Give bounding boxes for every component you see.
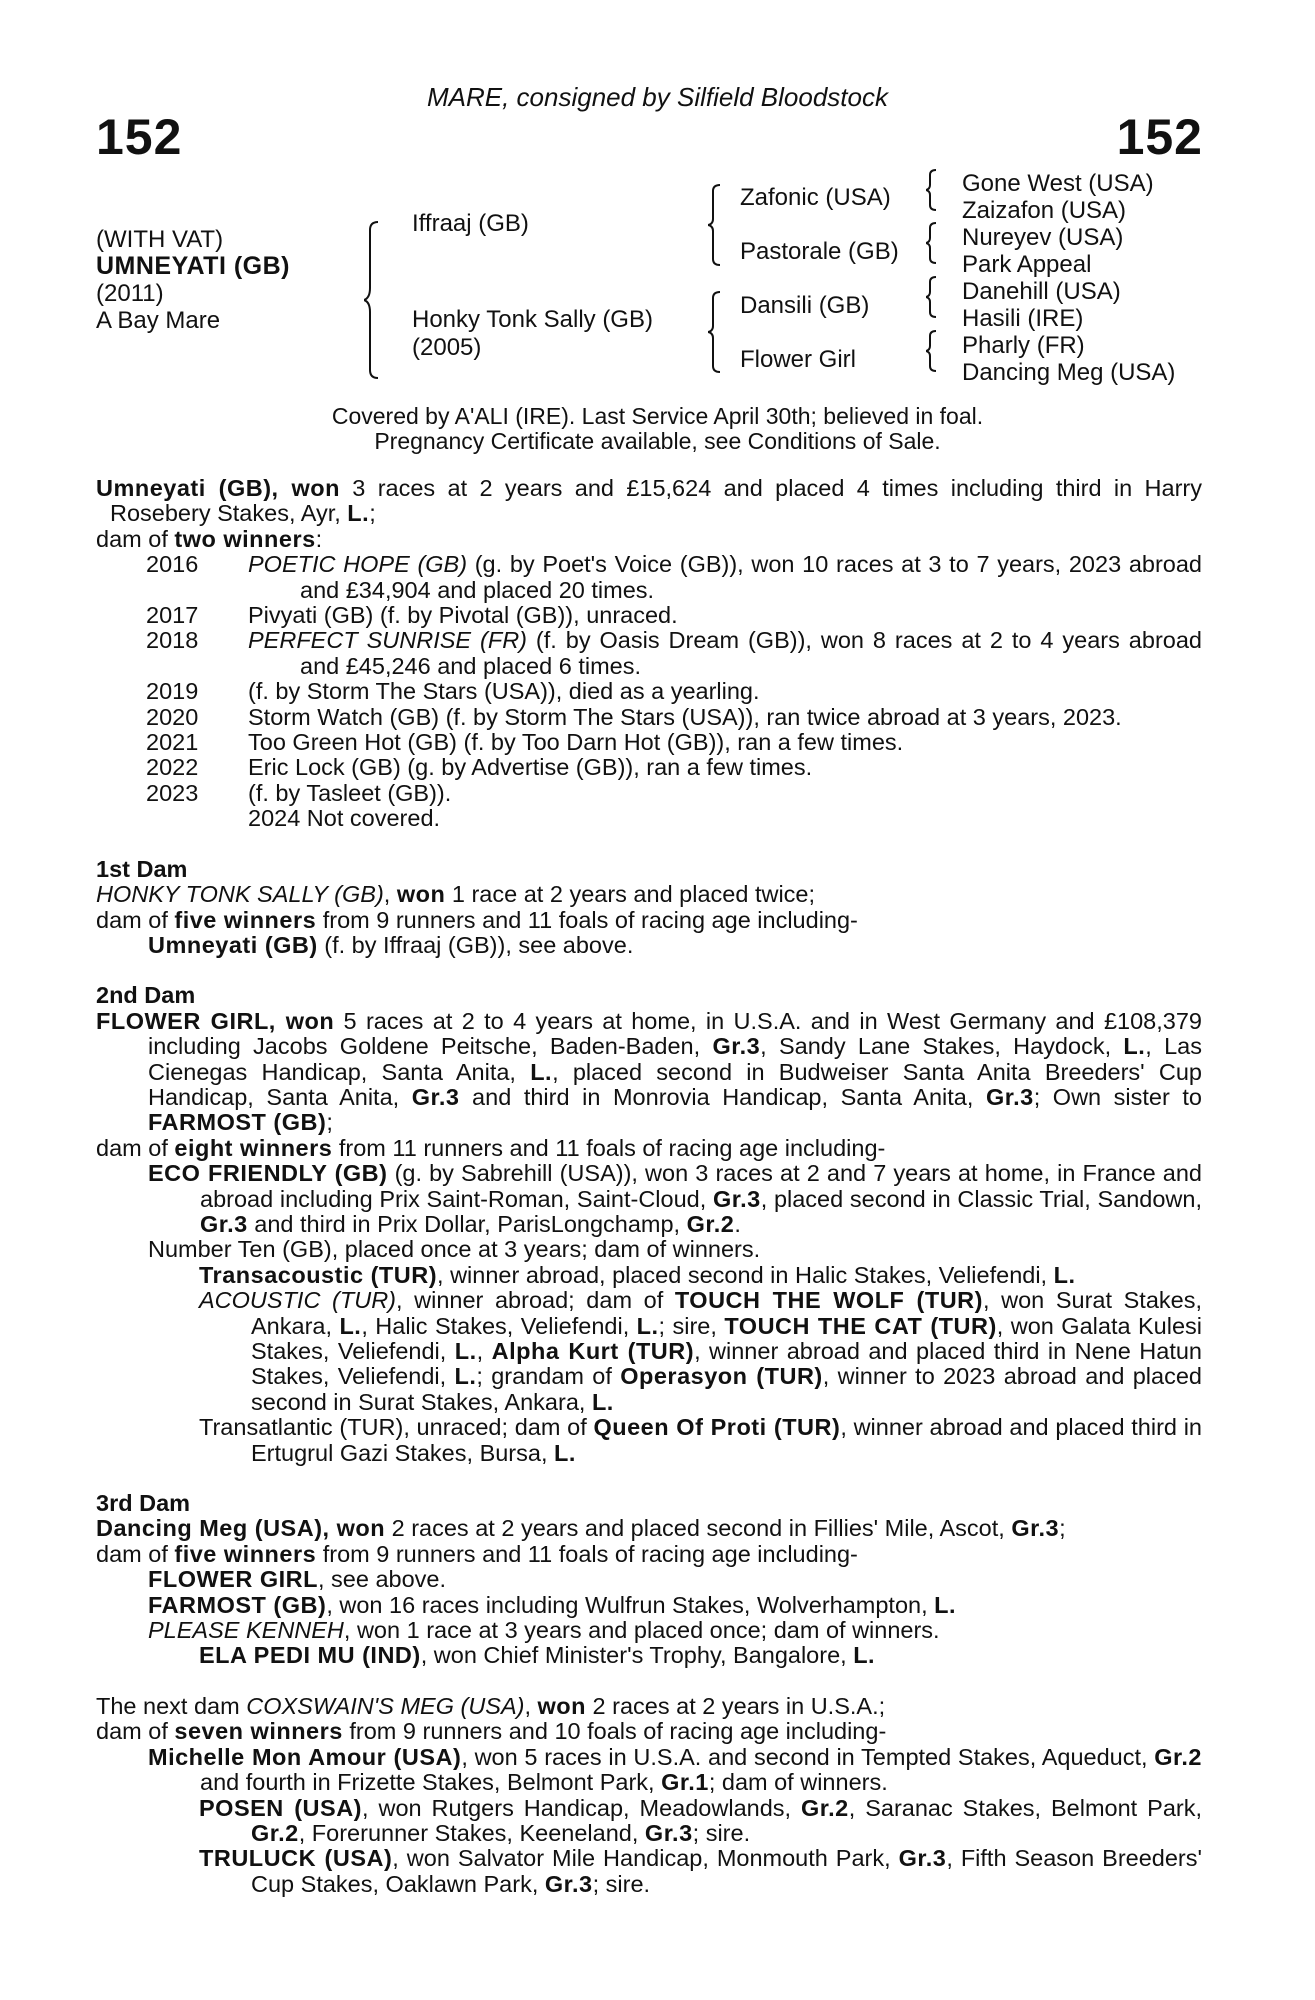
pedigree-brace-4d [926, 330, 944, 372]
pedigree-gen4-4: Park Appeal [962, 251, 1092, 278]
next-dam-produce: dam of seven winners from 9 runners and 10 foals of racing age including- [96, 1718, 887, 1745]
horse-year: (2011) [96, 280, 164, 307]
intro-horse-name: Umneyati (GB) [96, 475, 272, 501]
pedigree-gen4-5: Danehill (USA) [962, 278, 1121, 305]
pedigree-brace-4a [926, 169, 944, 211]
flower-girl-entry: FLOWER GIRL, see above. [148, 1566, 447, 1593]
posen-entry: POSEN (USA), won Rutgers Handicap, Meadowlands, Gr.2, Saranac Stakes, Belmont Park, Gr.2, Forerunner Stakes, Keeneland, Gr.3; sire. [199, 1794, 1202, 1846]
third-dam-heading: 3rd Dam [96, 1490, 191, 1517]
produce-row: 2021 Too Green Hot (GB) (f. by Too Darn Hot (GB)), ran a few times. [146, 729, 904, 756]
horse-description: A Bay Mare [96, 307, 221, 334]
pedigree-sire-dam: Pastorale (GB) [740, 238, 899, 265]
sale-subtitle: MARE, consigned by Silfield Bloodstock [426, 82, 888, 112]
first-dam-heading: 1st Dam [96, 855, 188, 882]
second-dam-produce: dam of eight winners from 11 runners and 11 foals of racing age including- [96, 1134, 886, 1161]
third-dam-record: Dancing Meg (USA), won 2 races at 2 years and placed second in Fillies' Mile, Ascot, Gr.3; [96, 1515, 1066, 1542]
acoustic-entry: ACOUSTIC (TUR), winner abroad; dam of TOUCH THE WOLF (TUR), won Surat Stakes, Ankara, L., Halic Stakes, Veliefendi, L.; sire, TOUCH THE CAT (TUR), won Galata Kulesi Stakes, Veliefendi, L., Alpha Kurt (TUR), winner abroad and placed third in Nene Hatun Stakes, Veliefendi, L.; grandam of Operasyon (TUR), winner to 2023 abroad and placed second in Surat Stakes, Ankara, L. [199, 1287, 1203, 1415]
first-dam-produce: dam of five winners from 9 runners and 11 foals of racing age including- [96, 906, 858, 933]
pedigree-brace-4c [926, 276, 944, 318]
pedigree-sire: Iffraaj (GB) [412, 210, 529, 237]
pedigree-brace-sire [708, 183, 730, 267]
eco-friendly-entry: ECO FRIENDLY (GB) (g. by Sabrehill (USA)), won 3 races at 2 and 7 years at home, in France and abroad including Prix Saint-Roman, Saint-Cloud, Gr.3, placed second in Classic Trial, Sandown, Gr.3 and third in Prix Dollar, ParisLongchamp, Gr.2. [148, 1160, 1203, 1237]
covered-line: Covered by A'ALI (IRE). Last Service April 30th; believed in foal. [331, 403, 984, 429]
pedigree-brace-4b [926, 222, 944, 264]
produce-row: 2023 (f. by Tasleet (GB)). [146, 779, 452, 806]
lot-number-right: 152 [1116, 109, 1203, 165]
pedigree-gen4-3: Nureyev (USA) [962, 224, 1124, 251]
pedigree-dam: Honky Tonk Sally (GB) [412, 306, 653, 333]
produce-row: 2020 Storm Watch (GB) (f. by Storm The Stars (USA)), ran twice abroad at 3 years, 2023. [146, 703, 1122, 730]
pedigree-dam-dam: Flower Girl [740, 346, 857, 373]
produce-row: 2018 PERFECT SUNRISE (FR) (f. by Oasis Dream (GB)), won 8 races at 2 to 4 years abroad and £45,246 and placed 6 times. [146, 627, 1202, 679]
pedigree-brace-dam [708, 290, 730, 374]
not-covered-note: 2024 Not covered. [248, 805, 441, 832]
number-ten-entry: Number Ten (GB), placed once at 3 years; dam of winners. [148, 1236, 761, 1263]
lot-number-left: 152 [96, 109, 183, 165]
produce-row: 2022 Eric Lock (GB) (g. by Advertise (GB)), ran a few times. [146, 754, 813, 781]
farmost-entry: FARMOST (GB), won 16 races including Wulfrun Stakes, Wolverhampton, L. [148, 1591, 957, 1618]
michelle-mon-amour-entry: Michelle Mon Amour (USA), won 5 races in U.S.A. and second in Tempted Stakes, Aqueduct, Gr.2 and fourth in Frizette Stakes, Belmont Park, Gr.1; dam of winners. [148, 1743, 1202, 1796]
catalogue-body [96, 476, 1202, 1897]
produce-row: 2019 (f. by Storm The Stars (USA)), died as a yearling. [146, 678, 760, 705]
certificate-line: Pregnancy Certificate available, see Conditions of Sale. [374, 428, 941, 454]
pedigree-gen4-6: Hasili (IRE) [962, 305, 1084, 332]
first-dam-child: Umneyati (GB) (f. by Iffraaj (GB)), see above. [148, 931, 634, 958]
truluck-entry: TRULUCK (USA), won Salvator Mile Handicap, Monmouth Park, Gr.3, Fifth Season Breeders' Cup Stakes, Oaklawn Park, Gr.3; sire. [199, 1845, 1202, 1897]
please-kenneh-entry: PLEASE KENNEH, won 1 race at 3 years and placed once; dam of winners. [148, 1617, 940, 1644]
produce-row: 2016 POETIC HOPE (GB) (g. by Poet's Voice (GB)), won 10 races at 3 to 7 years, 2023 abroad and £34,904 and placed 20 times. [146, 551, 1202, 603]
pedigree-gen4-8: Dancing Meg (USA) [962, 359, 1176, 386]
horse-vat: (WITH VAT) [96, 226, 224, 253]
second-dam-record: FLOWER GIRL, won 5 races at 2 to 4 years at home, in U.S.A. and in West Germany and £108,379 including Jacobs Goldene Peitsche, Baden-Baden, Gr.3, Sandy Lane Stakes, Haydock, L., Las Cienegas Handicap, Santa Anita, L., placed second in Budweiser Santa Anita Breeders' Cup Handicap, Santa Anita, Gr.3 and third in Monrovia Handicap, Santa Anita, Gr.3; Own sister to FARMOST (GB); [96, 1007, 1202, 1136]
ela-pedi-mu-entry: ELA PEDI MU (IND), won Chief Minister's Trophy, Bangalore, L. [199, 1642, 876, 1669]
pedigree-dam-sire: Dansili (GB) [740, 292, 870, 319]
pedigree-dam-year: (2005) [412, 334, 482, 361]
third-dam-produce: dam of five winners from 9 runners and 11 foals of racing age including- [96, 1540, 858, 1567]
pedigree-gen4-1: Gone West (USA) [962, 170, 1154, 197]
produce-row: 2017 Pivyati (GB) (f. by Pivotal (GB)), unraced. [146, 602, 678, 629]
second-dam-heading: 2nd Dam [96, 982, 196, 1009]
pedigree-gen4-2: Zaizafon (USA) [962, 197, 1127, 224]
pedigree-gen4-7: Pharly (FR) [962, 332, 1085, 359]
intro-paragraph: Umneyati (GB), won 3 races at 2 years and £15,624 and placed 4 times including third in Harry Rosebery Stakes, Ayr, L.; [96, 475, 1202, 527]
first-dam-record: HONKY TONK SALLY (GB), won 1 race at 2 years and placed twice; [96, 881, 816, 908]
transacoustic-entry: Transacoustic (TUR), winner abroad, placed second in Halic Stakes, Veliefendi, L. [199, 1261, 1076, 1288]
next-dam-record: The next dam COXSWAIN'S MEG (USA), won 2 races at 2 years in U.S.A.; [96, 1692, 886, 1719]
intro-dam-of: dam of two winners: [96, 525, 323, 552]
horse-name: UMNEYATI (GB) [96, 252, 290, 280]
transatlantic-entry: Transatlantic (TUR), unraced; dam of Queen Of Proti (TUR), winner abroad and placed third in Ertugrul Gazi Stakes, Bursa, L. [199, 1414, 1202, 1466]
pedigree-sire-sire: Zafonic (USA) [740, 184, 891, 211]
pedigree-brace-main [364, 220, 394, 380]
